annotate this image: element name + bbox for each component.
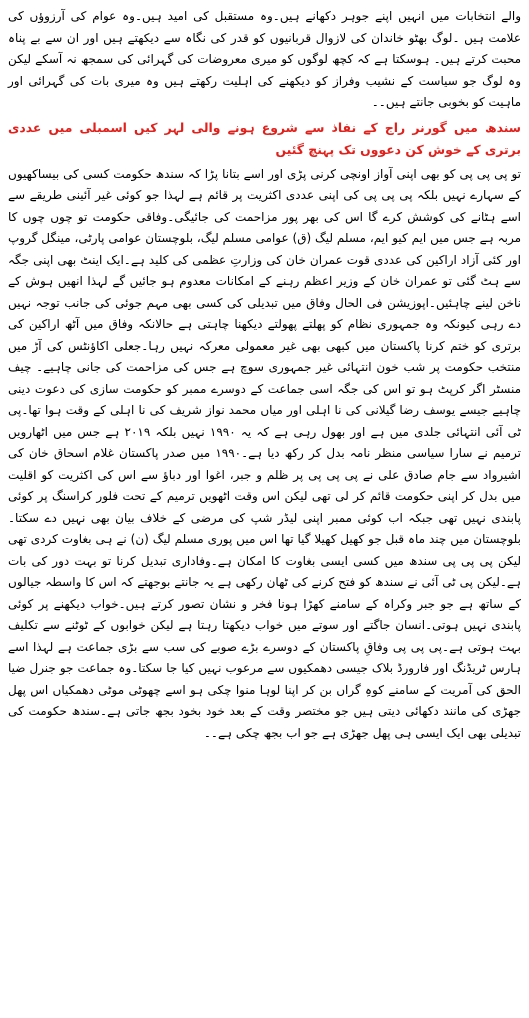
body-paragraph: تو پی پی پی کو بھی اپنی آواز اونچی کرنی پڑی اور اسے بتانا پڑا کہ سندھ حکومت کسی کی بیساکھیوں کے سہارے نہیں بلکہ پی پی پی کی اپنی عددی اکثریت پر قائم ہے لہذا جو کوئی غیر آئینی طریقے سے اسے ہٹانے کی کوشش کرے گا اس کی بھر پور مزاحمت کی جائیگی۔وفاقی حکومت تو چوں چوں کا مربہ ہے جس میں ایم کیو ایم، مسلم لیگ (ق) عوامی مسلم لیگ، بلوچستان عوامی پارٹی، مینگل گروپ اور کئی آزاد اراکین کی عددی قوت عمران خان کی وزارتِ عظمی کی کلید ہے۔ایک اینٹ بھی اپنی جگہ سے ہٹ گئی تو عمران خان کے وزیر اعظم رہنے کے امکانات معدوم ہو جائیں گے لہذا انھیں ہوش کے ناخن لینے چاہئیں۔اپوزیشن فی الحال وفاق میں تبدیلی کی کسی بھی مہم جوئی کی جانب توجہ نہیں دے رہی کیونکہ وہ جمہوری نظام کو پھلتے پھولتے دیکھنا چاہتی ہے حالانکہ وفاق میں آٹھ اراکین کی برتری کو ختم کرنا پاکستان میں کبھی بھی غیر معمولی معرکہ نہیں رہا۔جعلی اکاؤنٹس کی آڑ میں منتخب حکومت پر شب خون انتہائی غیر جمہوری سوچ ہے جس کی مزاحمت کی جانی چاہیے۔ چیف منسٹر اگر کرپٹ ہو تو اس کی جگہ اسی جماعت کے دوسرے ممبر کو حکومت سازی کی دعوت دینی چاہیے جیسے یوسف رضا گیلانی کی نا اہلی اور میاں محمد نواز شریف کی نا اہلی کے وقت ہوا تھا۔پی ٹی آئی انتہائی جلدی میں ہے اور بھول رہی ہے کہ یہ ۱۹۹۰ نہیں بلکہ ۲۰۱۹ ہے جس میں اٹھارویں ترمیم نے سارا سیاسی منظر نامہ بدل کر رکھ دیا ہے۔۱۹۹۰ میں صدر پاکستان غلام اسحاق خان کی اشیرواد سے جام صادق علی نے پی پی پی پر ظلم و جبر، اغوا اور دباؤ سے اس کی اکثریت کو اقلیت میں بدل کر اپنی حکومت قائم کر لی تھی لیکن اس وقت اٹھویں ترمیم کے تحت فلور کراسنگ پر کوئی پابندی نہیں تھی جبکہ اب کوئی ممبر اپنی لیڈر شپ کی مرضی کے خلاف بیان بھی نہیں دے سکتا۔بلوچستان میں چند ماہ قبل جو کھیل کھیلا گیا تھا اس میں پوری مسلم لیگ (ن) نے ہی بغاوت کردی تھی لیکن پی پی پی سندھ میں کسی ایسی بغاوت کا امکان ہے۔وفاداری تبدیل کرنا تو بہت دور کی بات ہے۔لیکن پی ٹی آئی نے سندھ کو فتح کرنے کی ٹھان رکھی ہے یہ جانتے بوجھتے کہ اس کا واسطہ جیالوں کے ساتھ ہے جو جبر وکراہ کے سامنے کھڑا ہونا فخر و نشان تصور کرتے ہیں۔خواب دیکھنے پر کوئی پابندی نہیں ہوتی۔انسان جاگتے اور سوتے میں خواب دیکھتا رہتا ہے لیکن خوابوں کے ٹوٹنے سے تکلیف بہت ہوتی ہے۔پی پی پی وفاقِ پاکستان کے دوسرے بڑے صوبے کی سب سے بڑی جماعت ہے لہذا اسے ہارس ٹریڈنگ اور فارورڈ بلاک جیسی دھمکیوں سے مرعوب نہیں کیا جا سکتا۔وہ جماعت جو جنرل ضیا الحق کی آمریت کے سامنے کوہِ گراں بن کر اپنا لوہا منوا چکی ہو اسے چھوٹی موٹی دھمکیاں اس پھل جھڑی کی مانند دکھائی دیتی ہیں جو مختصر وقت کے بعد خود بخود بجھ جاتی ہے۔سندھ حکومت کی تبدیلی بھی ایک ایسی ہی پھل جھڑی ہے جو اب بجھ چکی ہے۔۔ — [8, 166, 521, 740]
intro-paragraph: والے انتخابات میں انہیں اپنے جوہر دکھانے ہیں۔وہ مستقبل کی امید ہیں۔وہ عوام کی آرزوؤں کی علامت ہیں ۔لوگ بھٹو خاندان کی لازوال قربانیوں کو قدر کی نگاہ سے دیکھتے ہیں اور ان سے بے پناہ محبت کرتے ہیں۔ ہوسکتا ہے کہ کچھ لوگوں کو میری معروضات کی گہرائی کی سمجھ نہ آسکے لیکن وہ لوگ جو سیاست کے نشیب وفراز کو دیکھنے کی اہلیت رکھتے ہیں وہ میری بات کی گہرائی اور ماہیت کو بخوبی جانتے ہیں۔۔ — [8, 9, 521, 109]
article-headline: سندھ میں گورنر راج کے نفاذ سے شروع ہونے والی لہر کیں اسمبلی میں عددی برتری کے خوش کن دعووں تک پہنچ گئیں — [8, 119, 521, 157]
